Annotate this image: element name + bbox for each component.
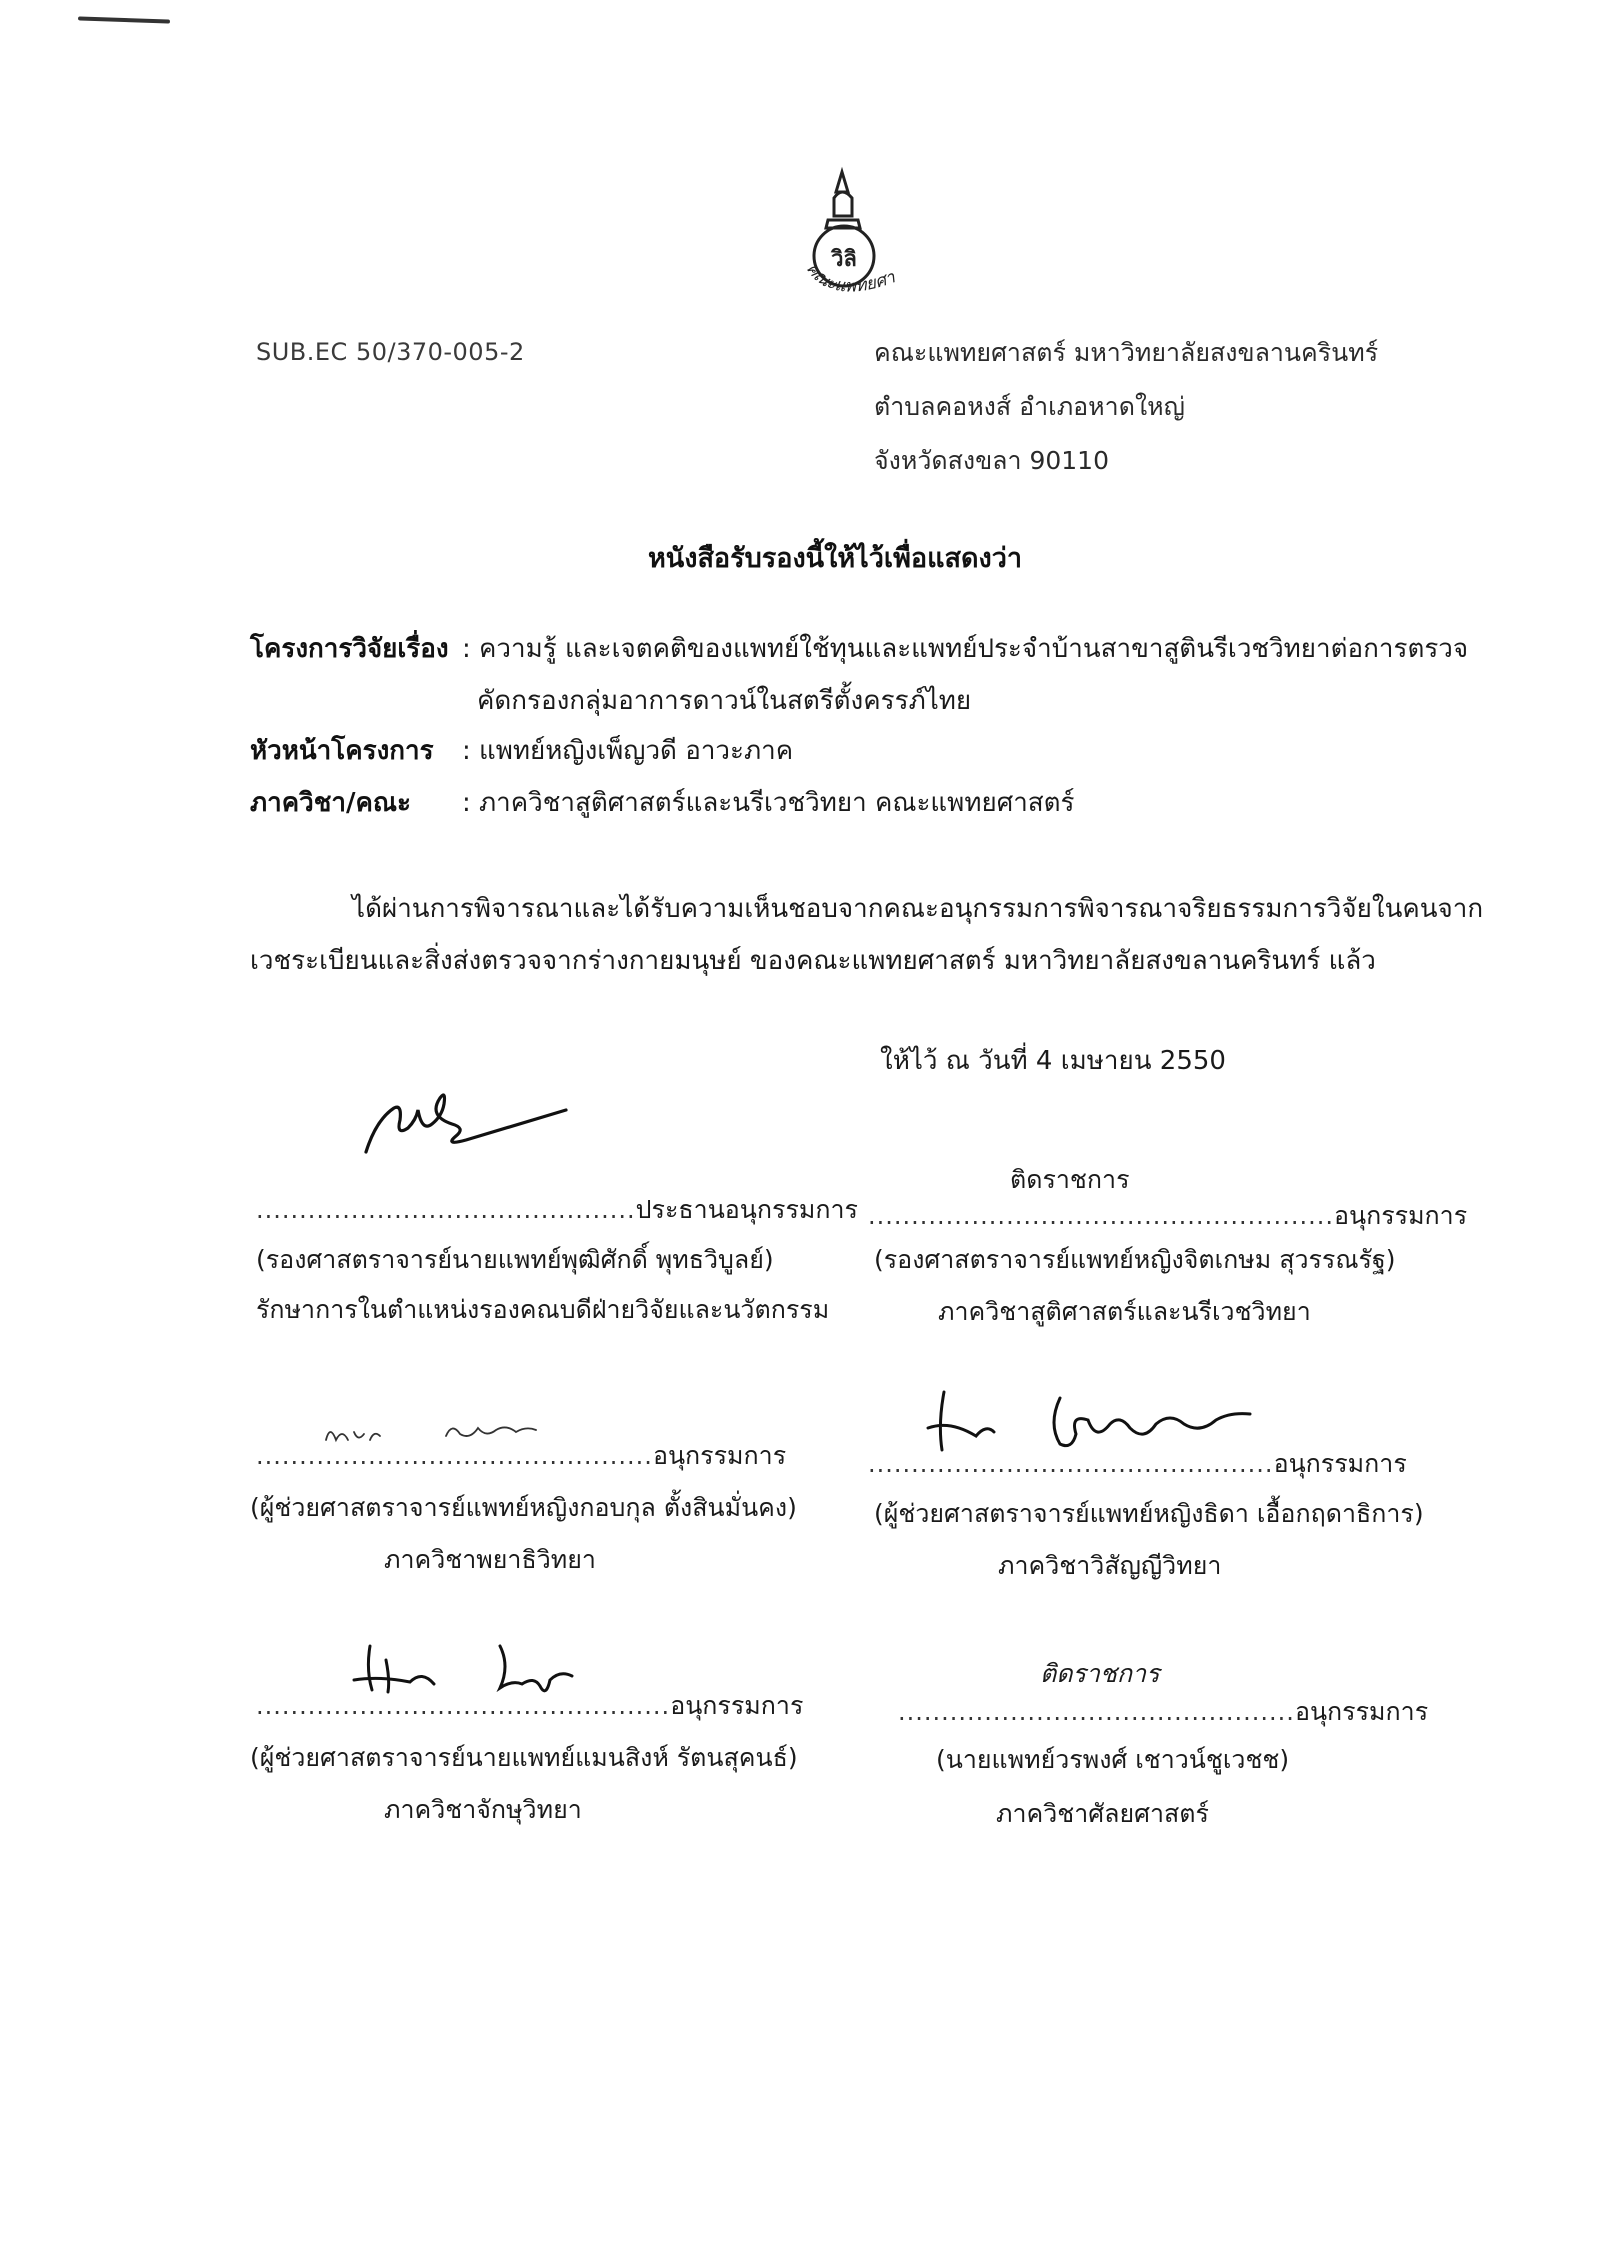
faculty-seal-logo bbox=[784, 153, 920, 303]
date-line: ให้ไว้ ณ วันที่ 4 เมษายน 2550 bbox=[880, 1046, 1226, 1076]
signatory-4-role: อนุกรรมการ bbox=[1273, 1449, 1407, 1478]
scan-mark bbox=[78, 16, 170, 23]
signatory-2-line bbox=[868, 1196, 1467, 1236]
body-line-2: เวชระเบียนและสิ่งส่งตรวจจากร่างกายมนุษย์ ของคณะแพทยศาสตร์ มหาวิทยาลัยสงขลานครินทร์ แล้ว bbox=[250, 946, 1376, 976]
signatory-4-position: ภาควิชาวิสัญญีวิทยา bbox=[998, 1551, 1222, 1580]
document-title: หนังสือรับรองนี้ให้ไว้เพื่อแสดงว่า bbox=[648, 543, 1023, 574]
project-value-line-1: : ความรู้ และเจตคติของแพทย์ใช้ทุนและแพทย์ประจำบ้านสาขาสูตินรีเวชวิทยาต่อการตรวจ bbox=[462, 634, 1469, 664]
signatory-1-position: รักษาการในตำแหน่งรองคณบดีฝ่ายวิจัยและนวัตกรรม bbox=[256, 1295, 830, 1324]
address-line-1: คณะแพทยศาสตร์ มหาวิทยาลัยสงขลานครินทร์ bbox=[874, 338, 1379, 367]
department-label: ภาควิชา/คณะ bbox=[250, 788, 411, 818]
signatory-6-note: ติดราชการ bbox=[1040, 1659, 1160, 1688]
signatory-2-name: (รองศาสตราจารย์แพทย์หญิงจิตเกษม สุวรรณรัฐ) bbox=[874, 1245, 1396, 1274]
signature-dots: .............................................. bbox=[256, 1442, 653, 1470]
signatory-6-position: ภาควิชาศัลยศาสตร์ bbox=[996, 1799, 1209, 1828]
signatory-4-line bbox=[868, 1444, 1407, 1484]
seal-monogram: วิลิ bbox=[831, 247, 857, 272]
project-value-line-2: คัดกรองกลุ่มอาการดาวน์ในสตรีตั้งครรภ์ไทย bbox=[477, 686, 972, 716]
signatory-3-name: (ผู้ช่วยศาสตราจารย์แพทย์หญิงกอบกุล ตั้งสินมั่นคง) bbox=[250, 1493, 797, 1522]
signatory-5-line bbox=[256, 1686, 803, 1726]
signatory-2-note: ติดราชการ bbox=[1010, 1165, 1130, 1194]
signature-dots: ............................................... bbox=[868, 1450, 1274, 1478]
department-value: : ภาควิชาสูติศาสตร์และนรีเวชวิทยา คณะแพทยศาสตร์ bbox=[462, 788, 1075, 818]
signatory-6-role: อนุกรรมการ bbox=[1294, 1697, 1429, 1726]
address-line-2: ตำบลคอหงส์ อำเภอหาดใหญ่ bbox=[874, 392, 1185, 421]
signature-dots: ...................................................... bbox=[868, 1202, 1334, 1230]
seal-text: คณะแพทยศาสตร์ bbox=[784, 153, 898, 297]
signatory-3-position: ภาควิชาพยาธิวิทยา bbox=[384, 1545, 596, 1574]
signatory-3-line bbox=[256, 1436, 786, 1476]
signatory-4-name: (ผู้ช่วยศาสตราจารย์แพทย์หญิงธิดา เอื้อกฤดาธิการ) bbox=[874, 1499, 1424, 1528]
body-line-1: ได้ผ่านการพิจารณาและได้รับความเห็นชอบจากคณะอนุกรรมการพิจารณาจริยธรรมการวิจัยในคนจาก bbox=[352, 894, 1484, 924]
signature-dots: ............................................ bbox=[256, 1196, 636, 1224]
signatory-3-role: อนุกรรมการ bbox=[652, 1441, 787, 1470]
address-line-3: จังหวัดสงขลา 90110 bbox=[874, 446, 1109, 475]
signature-chair bbox=[356, 1080, 576, 1160]
signatory-5-name: (ผู้ช่วยศาสตราจารย์นายแพทย์แมนสิงห์ รัตนสุคนธ์) bbox=[250, 1743, 798, 1772]
signature-dots: .............................................. bbox=[898, 1698, 1295, 1726]
reference-number: SUB.EC 50/370-005-2 bbox=[256, 338, 525, 366]
signatory-6-line bbox=[898, 1692, 1428, 1732]
signatory-2-role: อนุกรรมการ bbox=[1333, 1201, 1468, 1230]
project-label: โครงการวิจัยเรื่อง bbox=[250, 634, 449, 664]
head-label: หัวหน้าโครงการ bbox=[250, 736, 434, 766]
signatory-5-position: ภาควิชาจักษุวิทยา bbox=[384, 1795, 582, 1824]
signature-dots: ................................................ bbox=[256, 1692, 671, 1720]
signatory-1-name: (รองศาสตราจารย์นายแพทย์พุฒิศักดิ์ พุทธวิบูลย์) bbox=[256, 1245, 774, 1274]
signatory-1-role: ประธานอนุกรรมการ bbox=[635, 1195, 858, 1224]
signatory-6-name: (นายแพทย์วรพงศ์ เชาวน์ชูเวชช) bbox=[936, 1745, 1290, 1774]
signatory-5-role: อนุกรรมการ bbox=[670, 1691, 804, 1720]
signatory-1-line bbox=[256, 1190, 858, 1230]
head-value: : แพทย์หญิงเพ็ญวดี อาวะภาค bbox=[462, 736, 794, 766]
signatory-2-position: ภาควิชาสูติศาสตร์และนรีเวชวิทยา bbox=[938, 1297, 1311, 1326]
